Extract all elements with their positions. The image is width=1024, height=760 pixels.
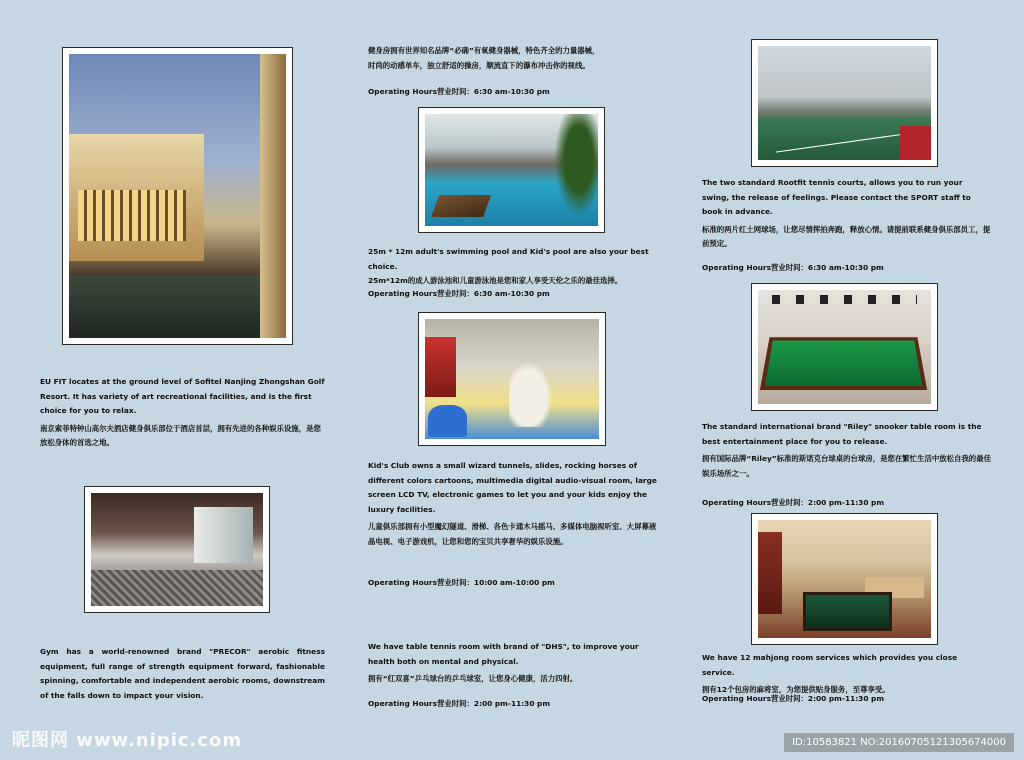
gym-cn-text — [368, 44, 658, 73]
pool-cn: 25m*12m的成人游泳池和儿童游泳池是您和家人享受天伦之乐的最佳选择。 — [368, 276, 623, 286]
snooker-en: The standard international brand "Riley" snooker table room is the best entertainment place for you to release. — [702, 422, 982, 446]
snooker-hours: Operating Hours营业时间：2:00 pm-11:30 pm — [702, 498, 885, 507]
gym-en: Gym has a world-renowned brand "PRECOR" aerobic fitness equipment, full range of strength equipment forward, fashionable spinning, comfortable and independent aerobic rooms, downstream of the falls down to impact your vision. — [40, 647, 325, 700]
table-tennis-hours: Operating Hours营业时间：2:00 pm-11:30 pm — [368, 699, 551, 708]
mahjong-hours: Operating Hours营业时间：2:00 pm-11:30 pm — [702, 694, 885, 703]
tt-cn: 拥有“红双喜”乒乓球台的乒乓球室，让您身心健康，活力四射。 — [368, 674, 578, 684]
snooker-text — [702, 420, 992, 484]
tennis-en: The two standard Rootfit tennis courts, allows you to run your swing, the release of feelings. Please contact the SPORT staff to book in advance. — [702, 178, 971, 217]
gym-photo — [84, 486, 270, 613]
tennis-cn: 标准的两片红土网球场，让您尽情挥拍奔跑，释放心情。请提前联系健身俱乐部员工，提前预定。 — [702, 224, 991, 249]
gym-hours: Operating Hours营业时间：6:30 am-10:30 pm — [368, 87, 550, 96]
snooker-cn: 拥有国际品牌“Riley”标准的斯诺克台球桌的台球房，是您在繁忙生活中放松自我的最佳娱乐场所之一。 — [702, 454, 991, 478]
gym-cn-line-1: 健身房拥有世界知名品牌“必确”有氧健身器械，特色齐全的力量器械， — [368, 46, 600, 55]
gym-intro-cn: 南京索菲特钟山高尔夫酒店健身俱乐部位于酒店首层，拥有先进的各种娱乐设施，是您放松身体的首选之地。 — [40, 423, 321, 448]
pool-en: 25m * 12m adult's swimming pool and Kid's pool are also your best choice. — [368, 247, 649, 271]
mahjong-en: We have 12 mahjong room services which provides you close service. — [702, 653, 958, 677]
pool-hours: Operating Hours营业时间：6:30 am-10:30 pm — [368, 289, 550, 298]
kids-cn: 儿童俱乐部拥有小型魔幻隧道、滑梯、各色卡通木马摇马、多媒体电脑视听室、大屏幕液晶电视、电子游戏机，让您和您的宝贝共享奢华的娱乐设施。 — [368, 522, 657, 546]
kids-club-photo — [418, 312, 606, 446]
kids-club-text — [368, 459, 658, 553]
gym-cn-line-2: 时尚的动感单车，独立舒适的操房，顺流直下的瀑布冲击你的视线。 — [368, 60, 590, 70]
gym-intro-en: EU FIT locates at the ground level of Sofitel Nanjing Zhongshan Golf Resort. It has variety of art recreational facilities, and is the first choice for you to relax. — [40, 377, 325, 416]
tennis-text — [702, 176, 992, 255]
nipic-watermark: 昵图网 www.nipic.com — [12, 730, 243, 751]
pool-text — [368, 245, 658, 289]
tennis-court-photo — [751, 39, 938, 167]
tennis-hours: Operating Hours营业时间：6:30 am-10:30 pm — [702, 263, 884, 272]
hotel-exterior-photo — [62, 47, 293, 345]
kids-en: Kid's Club owns a small wizard tunnels, slides, rocking horses of different colors cartoons, multimedia digital audio-visual room, large screen LCD TV, electronic games to let you and your kids enjoy the luxury facilities. — [368, 461, 657, 514]
kids-hours: Operating Hours营业时间：10:00 am-10:00 pm — [368, 578, 555, 587]
mahjong-room-photo — [751, 513, 938, 645]
tt-en: We have table tennis room with brand of "DHS", to improve your health both on mental and physical. — [368, 642, 639, 666]
image-id-watermark: ID:10583821 NO:20160705121305674000 — [784, 733, 1014, 752]
table-tennis-text — [368, 640, 658, 690]
mahjong-cn: 拥有12个包房的麻将室，为您提供贴身服务，至尊享受。 — [702, 685, 890, 695]
gym-intro-text — [40, 375, 325, 454]
gym-description — [40, 645, 325, 706]
swimming-pool-photo — [418, 107, 605, 233]
snooker-room-photo — [751, 283, 938, 411]
